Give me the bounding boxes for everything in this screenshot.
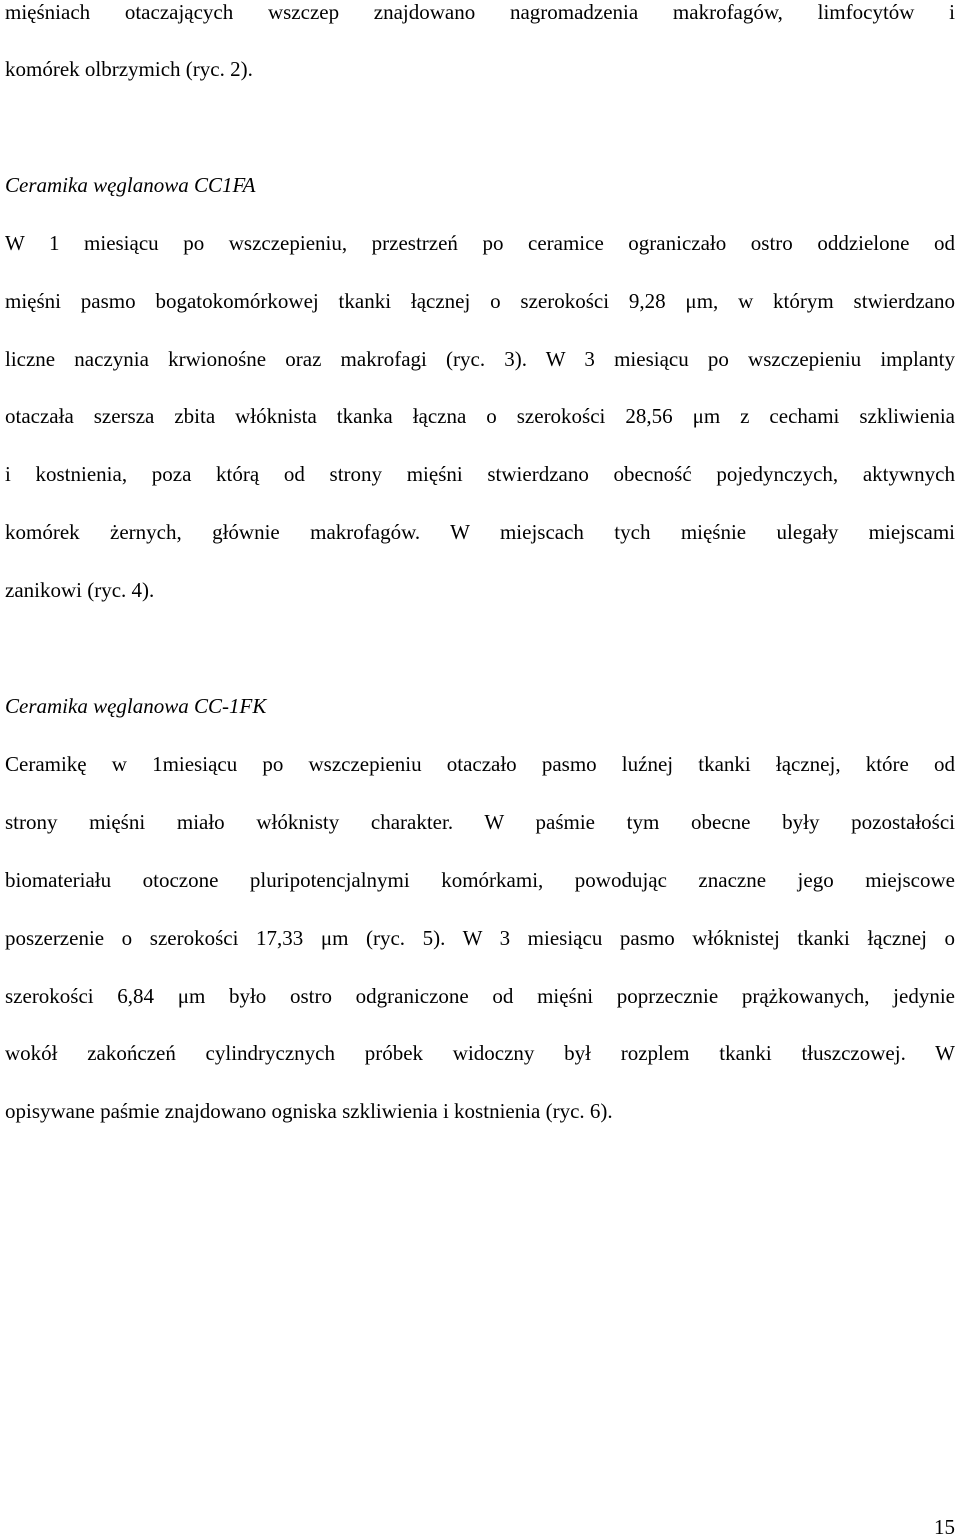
body-text-line: szerokości 6,84 μm było ostro odgraniczone od mięśni poprzecznie prążkowanych, jedynie bbox=[5, 984, 955, 1008]
body-text-line: otaczała szersza zbita włóknista tkanka łączna o szerokości 28,56 μm z cechami szkliwienia bbox=[5, 404, 955, 428]
section-heading: Ceramika węglanowa CC1FA bbox=[5, 173, 256, 197]
body-text-line: W 1 miesiącu po wszczepieniu, przestrzeń po ceramice ograniczało ostro oddzielone od bbox=[5, 231, 955, 255]
body-text-line: biomateriału otoczone pluripotencjalnymi komórkami, powodując znaczne jego miejscowe bbox=[5, 868, 955, 892]
body-text-line: zanikowi (ryc. 4). bbox=[5, 578, 155, 602]
body-text-line: wokół zakończeń cylindrycznych próbek widoczny był rozplem tkanki tłuszczowej. W bbox=[5, 1041, 955, 1065]
body-text-line: mięśniach otaczających wszczep znajdowano nagromadzenia makrofagów, limfocytów i bbox=[5, 0, 955, 24]
body-text-line: komórek olbrzymich (ryc. 2). bbox=[5, 57, 253, 81]
body-text-line: liczne naczynia krwionośne oraz makrofagi (ryc. 3). W 3 miesiącu po wszczepieniu implanty bbox=[5, 347, 955, 371]
body-text-line: poszerzenie o szerokości 17,33 μm (ryc. 5). W 3 miesiącu pasmo włóknistej tkanki łącznej o bbox=[5, 926, 955, 950]
body-text-line: strony mięśni miało włóknisty charakter. W paśmie tym obecne były pozostałości bbox=[5, 810, 955, 834]
body-text-line: komórek żernych, głównie makrofagów. W miejscach tych mięśnie ulegały miejscami bbox=[5, 520, 955, 544]
body-text-line: i kostnienia, poza którą od strony mięśni stwierdzano obecność pojedynczych, aktywnych bbox=[5, 462, 955, 486]
body-text-line: mięśni pasmo bogatokomórkowej tkanki łącznej o szerokości 9,28 μm, w którym stwierdzano bbox=[5, 289, 955, 313]
page-number: 15 bbox=[934, 1515, 955, 1539]
body-text-line: opisywane paśmie znajdowano ogniska szkliwienia i kostnienia (ryc. 6). bbox=[5, 1099, 613, 1123]
section-heading: Ceramika węglanowa CC-1FK bbox=[5, 694, 267, 718]
body-text-line: Ceramikę w 1miesiącu po wszczepieniu otaczało pasmo luźnej tkanki łącznej, które od bbox=[5, 752, 955, 776]
